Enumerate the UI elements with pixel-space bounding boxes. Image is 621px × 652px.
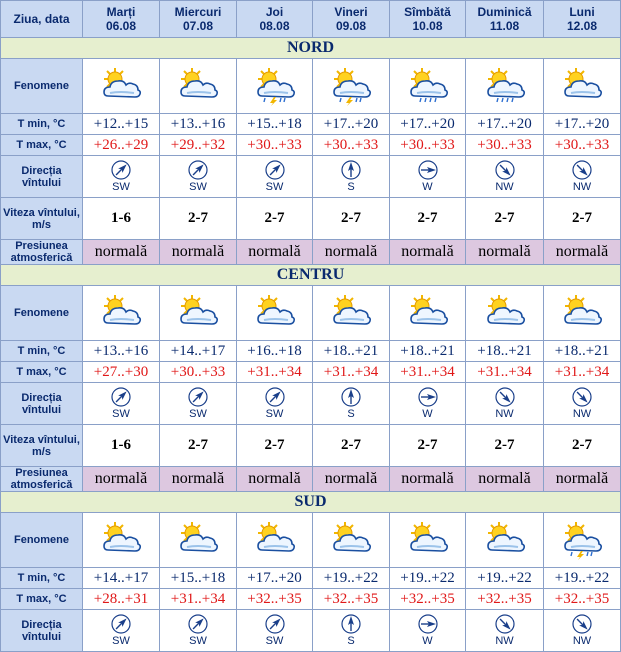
weather-cell — [160, 286, 237, 341]
wind-direction — [466, 160, 543, 193]
pressure-cell: normală — [83, 467, 160, 492]
tmax-cell: +30..+33 — [237, 135, 313, 156]
region-row — [1, 492, 621, 513]
tmin-cell: +17..+20 — [466, 114, 544, 135]
row-label: Fenomene — [1, 59, 83, 114]
pressure-cell: normală — [237, 467, 313, 492]
tmin-cell: +15..+18 — [160, 568, 237, 589]
tmax-row — [1, 135, 621, 156]
day-date: 08.08 — [259, 19, 290, 33]
tmin-cell: +13..+16 — [160, 114, 237, 135]
pressure-cell: normală — [544, 240, 621, 265]
weather-cell — [390, 513, 466, 568]
wind-arrow-icon — [495, 160, 515, 180]
tmax-cell: +30..+33 — [466, 135, 544, 156]
wind-speed-row — [1, 425, 621, 467]
wind-arrow-icon — [111, 387, 131, 407]
day-date: 06.08 — [105, 19, 137, 33]
sun-cloud-icon — [328, 293, 374, 333]
tmin-cell: +13..+16 — [83, 341, 160, 362]
phenomena-row — [1, 513, 621, 568]
region-title: SUD — [1, 492, 621, 513]
wind-direction — [160, 614, 236, 647]
tmin-cell: +16..+18 — [237, 341, 313, 362]
day-header — [83, 1, 160, 38]
wind-direction-code: SW — [189, 408, 207, 420]
pressure-cell: normală — [466, 467, 544, 492]
day-name: Sîmbătă — [404, 5, 451, 19]
sun-cloud-icon — [252, 293, 298, 333]
phenomena-row — [1, 59, 621, 114]
wind-direction-cell — [237, 383, 313, 425]
weather-cell — [390, 59, 466, 114]
tmin-cell: +15..+18 — [237, 114, 313, 135]
sun-cloud-icon — [559, 293, 605, 333]
wind-direction-cell — [313, 156, 390, 198]
wind-speed-cell: 2-7 — [313, 425, 390, 467]
wind-direction-code: SW — [265, 408, 284, 420]
tmax-row — [1, 362, 621, 383]
wind-arrow-icon — [265, 614, 285, 634]
wind-arrow-icon — [341, 160, 361, 180]
weather-cell — [313, 513, 390, 568]
row-label: Presiunea atmosferică — [1, 467, 83, 492]
region-row — [1, 38, 621, 59]
wind-arrow-icon — [265, 160, 285, 180]
pressure-row — [1, 240, 621, 265]
wind-direction-cell — [313, 383, 390, 425]
wind-speed-cell: 2-7 — [390, 425, 466, 467]
wind-direction-code: SW — [265, 181, 284, 193]
wind-direction-cell — [83, 383, 160, 425]
wind-direction-code: NW — [495, 181, 514, 193]
day-date: 12.08 — [566, 19, 598, 33]
sun-cloud-icon — [98, 293, 144, 333]
wind-speed-cell: 2-7 — [544, 425, 621, 467]
wind-speed-cell: 2-7 — [237, 425, 313, 467]
tmin-row — [1, 114, 621, 135]
wind-direction — [390, 614, 465, 647]
wind-direction-code: W — [422, 408, 433, 420]
weather-cell — [160, 59, 237, 114]
tmin-cell: +19..+22 — [390, 568, 466, 589]
sun-cloud-icon — [175, 66, 221, 106]
wind-direction-code: S — [347, 181, 355, 193]
wind-direction — [544, 614, 620, 647]
header-label: Ziua, data — [1, 1, 83, 38]
sun-cloud-icon — [328, 520, 374, 560]
day-header — [160, 1, 237, 38]
wind-speed-cell: 1-6 — [83, 425, 160, 467]
wind-direction — [390, 160, 465, 193]
day-name: Luni — [569, 5, 595, 19]
tmax-cell: +31..+34 — [390, 362, 466, 383]
tmin-cell: +14..+17 — [160, 341, 237, 362]
weather-cell — [83, 513, 160, 568]
wind-direction-cell — [160, 156, 237, 198]
day-header — [390, 1, 466, 38]
wind-direction-cell — [544, 610, 621, 652]
sun-cloud-icon — [482, 520, 528, 560]
weather-cell — [237, 59, 313, 114]
sun-rain-icon — [405, 66, 451, 106]
wind-arrow-icon — [418, 614, 438, 634]
wind-direction — [237, 160, 312, 193]
tmax-cell: +31..+34 — [466, 362, 544, 383]
wind-direction-cell — [313, 610, 390, 652]
wind-direction — [544, 387, 620, 420]
phenomena-row — [1, 286, 621, 341]
weather-cell — [237, 286, 313, 341]
tmin-cell: +12..+15 — [83, 114, 160, 135]
thunderstorm-icon — [252, 66, 298, 106]
wind-direction — [466, 387, 543, 420]
sun-cloud-icon — [252, 520, 298, 560]
wind-speed-cell: 2-7 — [390, 198, 466, 240]
wind-direction-cell — [160, 383, 237, 425]
wind-direction-cell — [544, 383, 621, 425]
weather-cell — [544, 59, 621, 114]
weather-cell — [313, 59, 390, 114]
sun-cloud-icon — [98, 66, 144, 106]
wind-direction-cell — [83, 610, 160, 652]
sun-rain-icon — [482, 66, 528, 106]
pressure-cell: normală — [544, 467, 621, 492]
wind-direction-cell — [237, 610, 313, 652]
wind-direction — [83, 160, 159, 193]
tmin-cell: +19..+22 — [466, 568, 544, 589]
wind-direction-cell — [466, 383, 544, 425]
tmax-cell: +31..+34 — [237, 362, 313, 383]
wind-direction-code: NW — [495, 408, 514, 420]
wind-direction-row — [1, 383, 621, 425]
wind-arrow-icon — [418, 387, 438, 407]
tmax-row — [1, 589, 621, 610]
wind-arrow-icon — [572, 160, 592, 180]
tmax-cell: +32..+35 — [466, 589, 544, 610]
day-header — [466, 1, 544, 38]
tmax-cell: +30..+33 — [544, 135, 621, 156]
wind-direction-code: SW — [265, 635, 284, 647]
wind-direction — [83, 614, 159, 647]
tmin-cell: +17..+20 — [237, 568, 313, 589]
tmax-cell: +31..+34 — [313, 362, 390, 383]
wind-speed-cell: 2-7 — [466, 425, 544, 467]
weather-cell — [83, 59, 160, 114]
sun-cloud-icon — [559, 66, 605, 106]
tmax-cell: +31..+34 — [160, 589, 237, 610]
weather-cell — [237, 513, 313, 568]
tmax-cell: +30..+33 — [160, 362, 237, 383]
weather-cell — [544, 286, 621, 341]
wind-arrow-icon — [188, 387, 208, 407]
wind-direction — [466, 614, 543, 647]
region-row — [1, 265, 621, 286]
wind-direction — [160, 160, 236, 193]
tmax-cell: +27..+30 — [83, 362, 160, 383]
weather-cell — [466, 286, 544, 341]
wind-speed-cell: 2-7 — [313, 198, 390, 240]
day-date: 07.08 — [182, 19, 214, 33]
day-header — [544, 1, 621, 38]
tmin-cell: +14..+17 — [83, 568, 160, 589]
wind-direction-code: SW — [112, 635, 130, 647]
day-name: Duminică — [477, 5, 532, 19]
tmax-cell: +32..+35 — [544, 589, 621, 610]
tmax-cell: +32..+35 — [237, 589, 313, 610]
wind-direction — [313, 160, 389, 193]
wind-speed-cell: 1-6 — [83, 198, 160, 240]
sun-cloud-icon — [175, 293, 221, 333]
pressure-cell: normală — [83, 240, 160, 265]
wind-direction-code: SW — [189, 181, 207, 193]
header-row — [1, 1, 621, 38]
wind-arrow-icon — [188, 614, 208, 634]
wind-speed-row — [1, 198, 621, 240]
row-label: Fenomene — [1, 513, 83, 568]
wind-direction-code: W — [422, 635, 433, 647]
day-header — [313, 1, 390, 38]
tmax-cell: +26..+29 — [83, 135, 160, 156]
tmin-cell: +19..+22 — [313, 568, 390, 589]
wind-direction-code: SW — [112, 181, 130, 193]
weather-cell — [390, 286, 466, 341]
tmin-cell: +18..+21 — [466, 341, 544, 362]
row-label: T min, °C — [1, 341, 83, 362]
weather-cell — [466, 513, 544, 568]
sun-cloud-icon — [175, 520, 221, 560]
sun-cloud-icon — [98, 520, 144, 560]
row-label: T max, °C — [1, 135, 83, 156]
wind-arrow-icon — [265, 387, 285, 407]
tmin-cell: +18..+21 — [313, 341, 390, 362]
wind-direction-code: W — [422, 181, 433, 193]
wind-direction — [544, 160, 620, 193]
pressure-row — [1, 467, 621, 492]
row-label: T min, °C — [1, 568, 83, 589]
wind-speed-cell: 2-7 — [544, 198, 621, 240]
pressure-cell: normală — [466, 240, 544, 265]
tmax-cell: +32..+35 — [390, 589, 466, 610]
wind-direction — [160, 387, 236, 420]
row-label: Viteza vîntului, m/s — [1, 425, 83, 467]
tmax-cell: +29..+32 — [160, 135, 237, 156]
wind-arrow-icon — [111, 160, 131, 180]
wind-speed-cell: 2-7 — [237, 198, 313, 240]
region-title: CENTRU — [1, 265, 621, 286]
weather-cell — [544, 513, 621, 568]
row-label: T min, °C — [1, 114, 83, 135]
tmin-cell: +17..+20 — [544, 114, 621, 135]
wind-direction-code: NW — [572, 408, 592, 420]
tmax-cell: +32..+35 — [313, 589, 390, 610]
sun-cloud-icon — [405, 520, 451, 560]
thunderstorm-icon — [559, 520, 605, 560]
wind-direction-row — [1, 156, 621, 198]
forecast-body — [1, 1, 621, 652]
wind-direction-cell — [466, 156, 544, 198]
wind-arrow-icon — [418, 160, 438, 180]
row-label: Presiunea atmosferică — [1, 240, 83, 265]
wind-direction-code: NW — [572, 635, 592, 647]
wind-arrow-icon — [572, 387, 592, 407]
wind-direction-code: NW — [572, 181, 592, 193]
wind-direction-cell — [390, 610, 466, 652]
pressure-cell: normală — [160, 467, 237, 492]
wind-direction — [237, 614, 312, 647]
wind-direction — [237, 387, 312, 420]
pressure-cell: normală — [237, 240, 313, 265]
wind-direction-cell — [160, 610, 237, 652]
sun-cloud-icon — [405, 293, 451, 333]
tmin-row — [1, 568, 621, 589]
tmax-cell: +30..+33 — [390, 135, 466, 156]
tmin-cell: +19..+22 — [544, 568, 621, 589]
thunderstorm-icon — [328, 66, 374, 106]
wind-direction-code: S — [347, 408, 355, 420]
wind-arrow-icon — [495, 614, 515, 634]
pressure-cell: normală — [313, 467, 390, 492]
wind-speed-cell: 2-7 — [466, 198, 544, 240]
tmin-cell: +17..+20 — [313, 114, 390, 135]
wind-direction-code: SW — [189, 635, 207, 647]
weather-cell — [83, 286, 160, 341]
row-label: Fenomene — [1, 286, 83, 341]
pressure-cell: normală — [390, 467, 466, 492]
wind-direction-cell — [83, 156, 160, 198]
sun-cloud-icon — [482, 293, 528, 333]
tmax-cell: +30..+33 — [313, 135, 390, 156]
wind-direction — [390, 387, 465, 420]
wind-direction-cell — [390, 156, 466, 198]
wind-arrow-icon — [341, 387, 361, 407]
weather-cell — [313, 286, 390, 341]
day-date: 11.08 — [489, 19, 520, 33]
wind-arrow-icon — [572, 614, 592, 634]
day-name: Joi — [265, 5, 284, 19]
day-name: Miercuri — [174, 5, 222, 19]
row-label: Direcția vîntului — [1, 383, 83, 425]
row-label: T max, °C — [1, 362, 83, 383]
weather-cell — [466, 59, 544, 114]
weather-cell — [160, 513, 237, 568]
wind-speed-cell: 2-7 — [160, 425, 237, 467]
day-header — [237, 1, 313, 38]
tmin-row — [1, 341, 621, 362]
day-name: Marți — [106, 5, 136, 19]
tmin-cell: +18..+21 — [390, 341, 466, 362]
tmax-cell: +28..+31 — [83, 589, 160, 610]
wind-arrow-icon — [495, 387, 515, 407]
wind-speed-cell: 2-7 — [160, 198, 237, 240]
tmin-cell: +17..+20 — [390, 114, 466, 135]
row-label: Direcția vîntului — [1, 156, 83, 198]
wind-direction — [83, 387, 159, 420]
wind-direction-code: NW — [495, 635, 514, 647]
region-title: NORD — [1, 38, 621, 59]
wind-direction — [313, 614, 389, 647]
tmin-cell: +18..+21 — [544, 341, 621, 362]
wind-direction-cell — [390, 383, 466, 425]
wind-direction-code: S — [347, 635, 355, 647]
wind-direction-code: SW — [112, 408, 130, 420]
wind-direction — [313, 387, 389, 420]
wind-arrow-icon — [341, 614, 361, 634]
wind-direction-row — [1, 610, 621, 652]
tmax-cell: +31..+34 — [544, 362, 621, 383]
row-label: Viteza vîntului, m/s — [1, 198, 83, 240]
pressure-cell: normală — [313, 240, 390, 265]
wind-arrow-icon — [188, 160, 208, 180]
wind-arrow-icon — [111, 614, 131, 634]
day-name: Vineri — [334, 5, 368, 19]
pressure-cell: normală — [160, 240, 237, 265]
pressure-cell: normală — [390, 240, 466, 265]
wind-direction-cell — [544, 156, 621, 198]
row-label: T max, °C — [1, 589, 83, 610]
row-label: Direcția vîntului — [1, 610, 83, 652]
wind-direction-cell — [466, 610, 544, 652]
day-date: 10.08 — [412, 19, 443, 33]
wind-direction-cell — [237, 156, 313, 198]
day-date: 09.08 — [335, 19, 367, 33]
